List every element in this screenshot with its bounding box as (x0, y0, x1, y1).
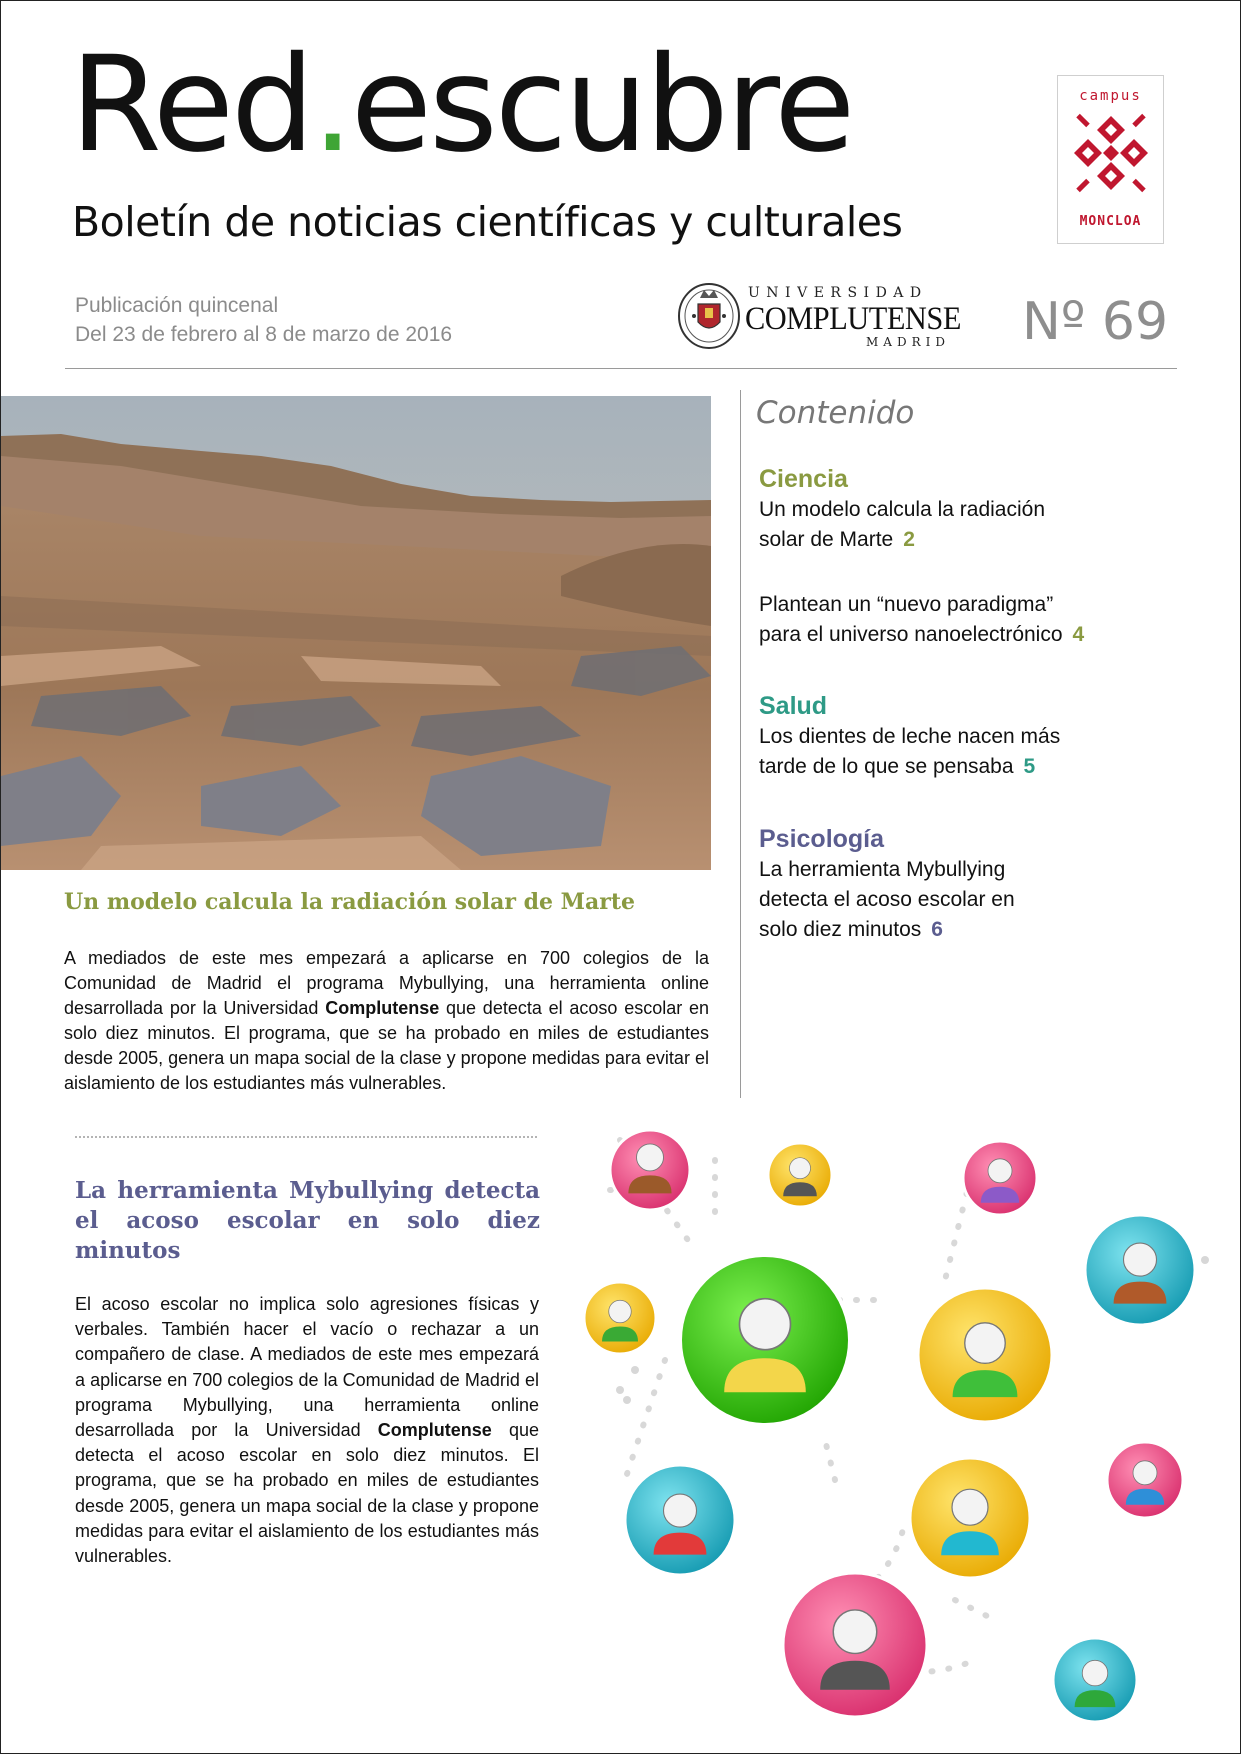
toc-page-number: 6 (931, 918, 943, 941)
article1-title: Un modelo calcula la radiación solar de Marte (64, 889, 636, 915)
publication-dates: Del 23 de febrero al 8 de marzo de 2016 (75, 323, 453, 346)
mars-landscape-image (1, 396, 711, 870)
complutense-highlight: Complutense (325, 998, 440, 1018)
newsletter-title: Red.escubre (70, 28, 853, 182)
header-divider (65, 368, 1177, 369)
toc-category-psicologia: Psicología (759, 825, 885, 853)
university-city: MADRID (866, 335, 950, 349)
article2-body: El acoso escolar no implica solo agresiones físicas y verbales. También hacer el vacío o rechazar a un compañero de clase. A mediados de este mes empezará a aplicarse en 700 colegios de la Comunidad de Madrid el programa Mybullying, una herramienta online desarrollada por la Universidad Complutense que detecta el acoso escolar en solo diez minutos. El programa, que se ha probado en miles de estudiantes desde 2005, genera un mapa social de la clase y propone medidas para evitar el aislamiento de los estudiantes más vulnerables. (75, 1294, 539, 1567)
toc-item-mars-radiation[interactable]: Un modelo calcula la radiación solar de Marte 2 (759, 498, 1045, 551)
toc-page-number: 4 (1072, 623, 1085, 646)
university-label: UNIVERSIDAD (748, 285, 928, 301)
article1-body: A mediados de este mes empezará a aplicarse en 700 colegios de la Comunidad de Madrid el programa Mybullying, una herramienta online desarrollada por la Universidad Complutense que detecta el acoso escolar en solo diez minutos. El programa, que se ha probado en miles de estudiantes desde 2005, genera un mapa social de la clase y propone medidas para evitar el aislamiento de los estudiantes más vulnerables. (64, 948, 710, 1093)
column-divider (740, 390, 741, 1098)
issue-number: Nº 69 (1022, 292, 1169, 352)
moncloa-label: MONCLOA (1079, 214, 1142, 229)
dotted-separator (75, 1136, 537, 1138)
toc-heading: Contenido (756, 395, 915, 431)
article2-title: La herramienta Mybullying detecta el acoso escolar en solo diez minutos (75, 1177, 540, 1264)
toc-item-mybullying[interactable]: La herramienta Mybullying detecta el acoso escolar en solo diez minutos 6 (759, 858, 1015, 941)
toc-category-ciencia: Ciencia (759, 465, 848, 493)
university-seal-icon (676, 278, 742, 350)
toc-page-number: 2 (903, 528, 915, 551)
newsletter-subtitle: Boletín de noticias científicas y culturales (72, 198, 903, 246)
title-green-dot: . (311, 28, 351, 182)
toc-category-salud: Salud (759, 692, 828, 720)
campus-label: campus (1079, 88, 1142, 104)
toc-item-nanoelectronics[interactable]: Plantean un “nuevo paradigma” para el universo nanoelectrónico 4 (759, 593, 1085, 646)
publication-frequency: Publicación quincenal (75, 294, 279, 317)
social-network-illustration (575, 1100, 1215, 1730)
toc-page-number: 5 (1023, 755, 1036, 778)
campus-moncloa-logo (1057, 75, 1164, 244)
campus-moncloa-emblem-icon (1070, 112, 1152, 194)
toc-item-milk-teeth[interactable]: Los dientes de leche nacen más tarde de lo que se pensaba 5 (759, 725, 1061, 778)
complutense-highlight: Complutense (377, 1420, 492, 1441)
university-name: COMPLUTENSE (745, 301, 961, 337)
